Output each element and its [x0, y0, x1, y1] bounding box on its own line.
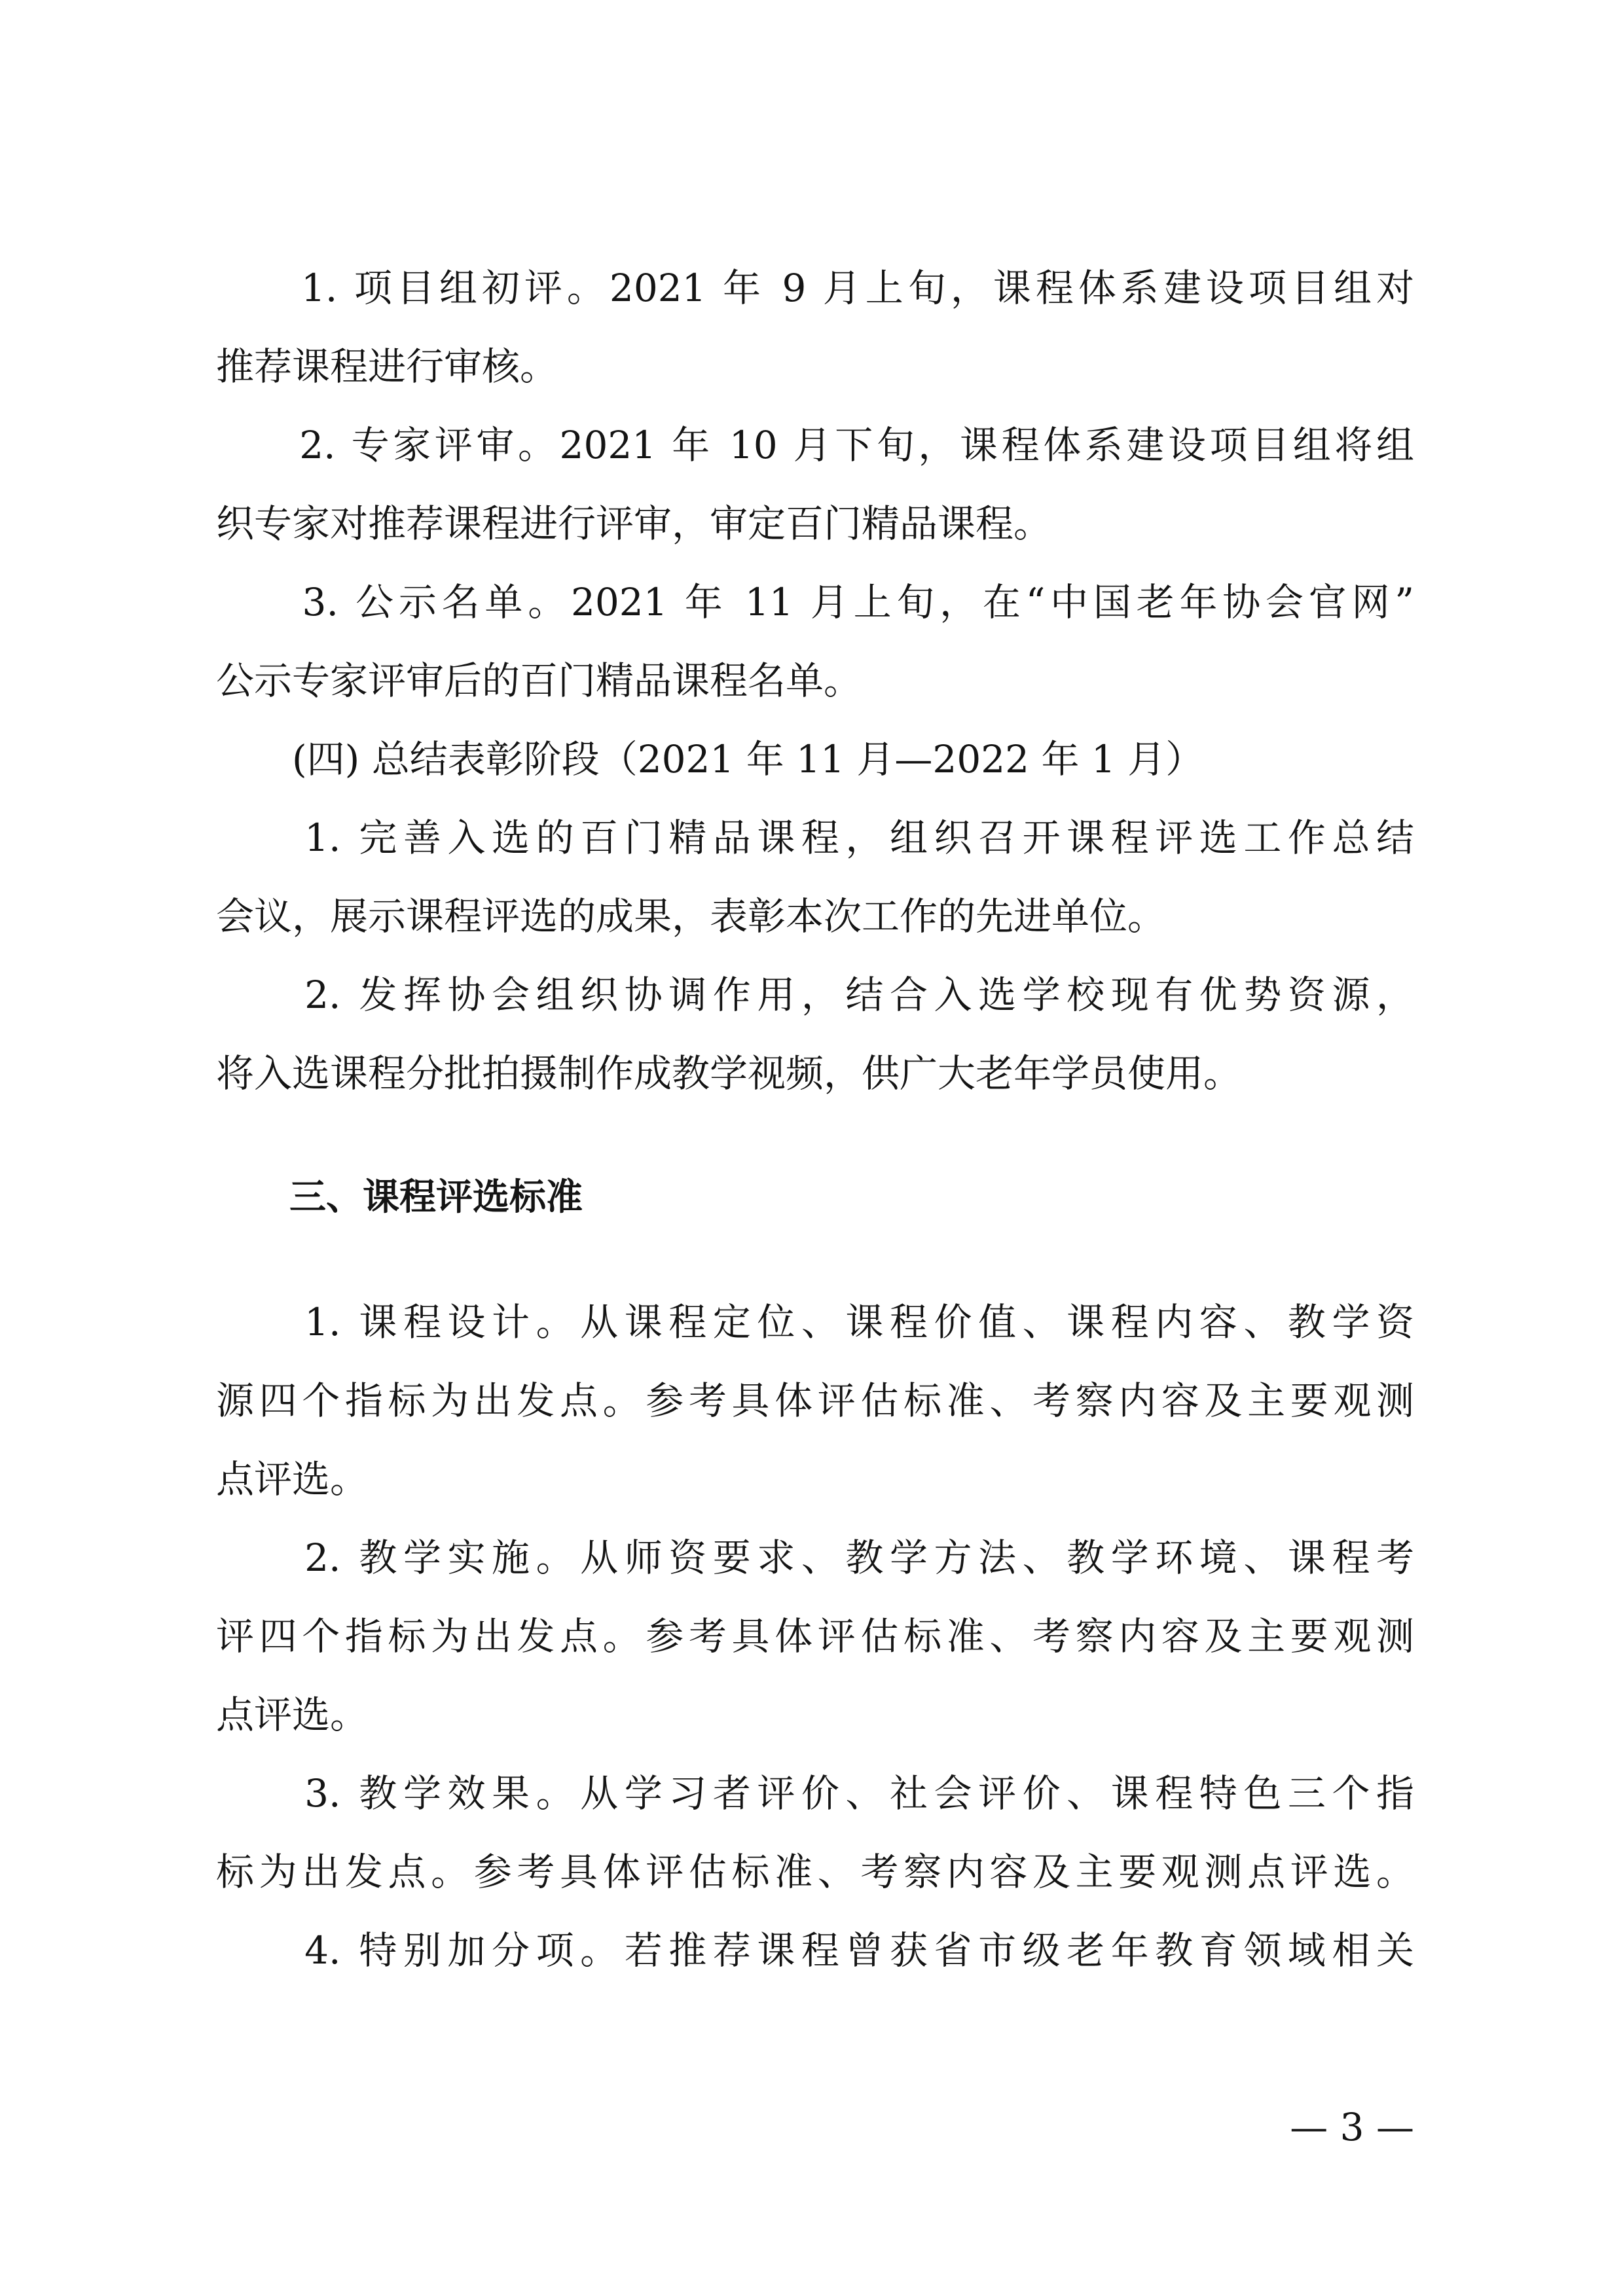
section-subheading: (四) 总结表彰阶段（2021 年 11 月—2022 年 1 月）	[216, 737, 1204, 781]
paragraph-line: 2. 发挥协会组织协调作用，结合入选学校现有优势资源，	[216, 973, 1414, 1017]
page-number: — 3 —	[1290, 2105, 1414, 2149]
paragraph-line: 公示专家评审后的百门精品课程名单。	[216, 658, 862, 703]
paragraph-line: 织专家对推荐课程进行评审，审定百门精品课程。	[216, 501, 1052, 546]
paragraph-line: 3. 公示名单。2021 年 11 月上旬，在“中国老年协会官网”	[216, 580, 1414, 624]
paragraph-line: 源四个指标为出发点。参考具体评估标准、考察内容及主要观测	[216, 1378, 1414, 1423]
paragraph-line: 1. 完善入选的百门精品课程，组织召开课程评选工作总结	[216, 816, 1414, 860]
paragraph-line: 点评选。	[216, 1457, 369, 1501]
paragraph-line: 2. 教学实施。从师资要求、教学方法、教学环境、课程考	[216, 1535, 1414, 1580]
paragraph-line: 1. 课程设计。从课程定位、课程价值、课程内容、教学资	[216, 1300, 1414, 1344]
paragraph-line: 会议，展示课程评选的成果，表彰本次工作的先进单位。	[216, 894, 1166, 939]
paragraph-line: 标为出发点。参考具体评估标准、考察内容及主要观测点评选。	[216, 1850, 1414, 1894]
section-heading: 三、课程评选标准	[216, 1176, 583, 1219]
paragraph-line: 2. 专家评审。2021 年 10 月下旬，课程体系建设项目组将组	[216, 423, 1414, 467]
paragraph-line: 点评选。	[216, 1693, 369, 1737]
paragraph-line: 推荐课程进行审核。	[216, 344, 558, 389]
paragraph-line: 评四个指标为出发点。参考具体评估标准、考察内容及主要观测	[216, 1614, 1414, 1659]
paragraph-line: 4. 特别加分项。若推荐课程曾获省市级老年教育领域相关	[216, 1928, 1414, 1973]
paragraph-line: 1. 项目组初评。2021 年 9 月上旬，课程体系建设项目组对	[216, 266, 1414, 310]
paragraph-line: 将入选课程分批拍摄制作成教学视频，供广大老年学员使用。	[216, 1051, 1242, 1096]
paragraph-line: 3. 教学效果。从学习者评价、社会评价、课程特色三个指	[216, 1771, 1414, 1816]
